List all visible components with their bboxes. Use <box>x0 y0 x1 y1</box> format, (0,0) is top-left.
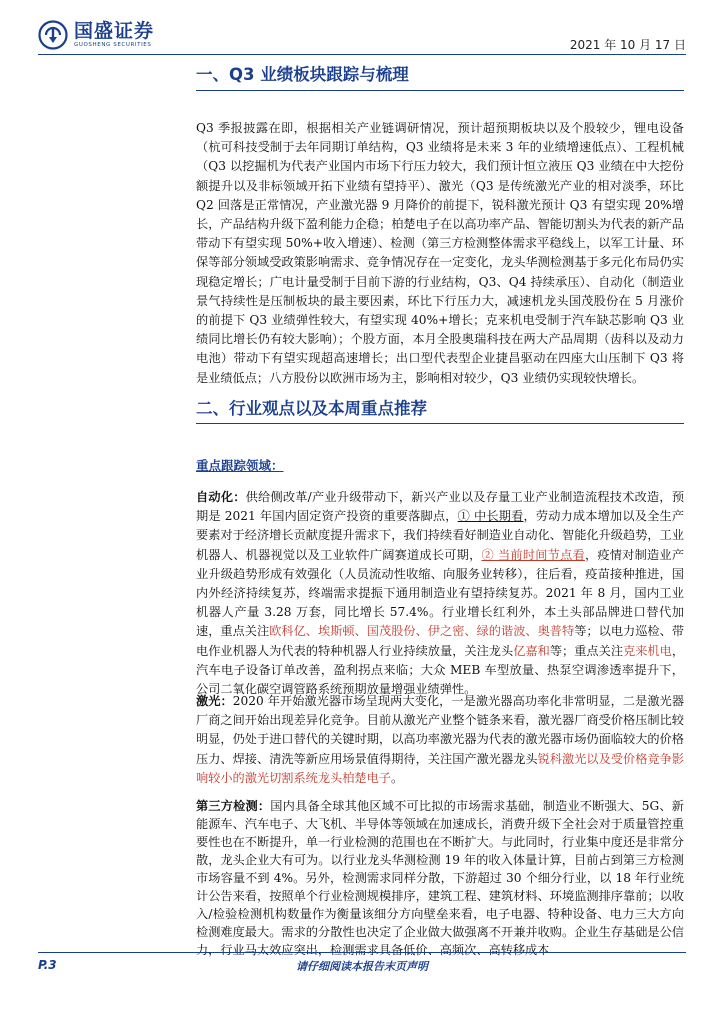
logo-chinese-name: 国盛证券 <box>74 20 155 42</box>
company-logo <box>38 20 154 50</box>
testing-label: 第三方检测： <box>196 799 271 813</box>
automation-paragraph <box>196 488 684 699</box>
automation-stocks-1: 欧科亿、埃斯顿、国茂股份、伊之密、绿的谐波、奥普特 <box>269 624 575 639</box>
testing-text: 国内具备全球其他区域不可比拟的市场需求基础，制造业不断强大、5G、新能源车、汽车电子、大飞机、半导体等领域在加速成长，消费升级下全社会对于质量管控重要性也在不断提升，单一行业检测的范围也在不断扩大。与此同时，行业集中度还是非常分散，龙头企业大有可为。以行业龙头华测检测 19 年的收入体量计算，目前占到第三方检测市场容量不到 4%。另外，检测需求同样分散，下游超过 30 个细分行业，以 18 年行业统计公告来看，按照单个行业检测规模排序，建筑工程、建筑材料、环境监测排序靠前；以收入/检验检测机构数量作为衡量该细分方向壁垒来看，电子电器、特种设备、电力三大方向检测难度最大。需求的分散性也决定了企业做大做强离不开兼并收购。企业生存基础是公信力，行业马太效应突出，检测需求具备低价、高频次、高转移成本 <box>196 799 684 958</box>
laser-text-3: 。 <box>391 770 404 785</box>
automation-text-1: 供给侧改革/产业升级带动下，新兴产业以及存量工业产业制造流程技术改造，预期是 2021 年国内固定资产投资的重要落脚点， <box>196 490 685 524</box>
automation-text-5: 等；重点关注 <box>549 643 624 658</box>
automation-stocks-2: 亿嘉和 <box>513 643 550 658</box>
automation-text-6: ，汽车电子设备订单改善，盈利拐点来临；大众 MEB 车型放量、热泵空调渗透率提升下，公司二氧化碳空调管路系统预期放量增强业绩弹性。 <box>196 643 685 697</box>
automation-text-4: 等；以电力巡检、带电作业机器人为代表的特种机器人行业持续放量，关注龙头 <box>196 624 685 658</box>
automation-point-1: ① 中长期看 <box>457 509 524 524</box>
automation-text-3: ，疫情对制造业产业升级趋势形成有效强化（人员流动性收缩、向服务业转移），往后看，疫苗接种推进，国内外经济持续复苏，终端需求提振下通用制造业有望持续复苏。2021 年 8 月，国内工业机器人产量 3.28 万套，同比增长 57.4%。行业增长红利外，本土头部品牌进口替代加速，重点关注 <box>196 547 685 639</box>
laser-text-2: 以及受价格竞争影响较小的激光切割系统龙头 <box>196 751 685 785</box>
footer-divider <box>38 952 686 953</box>
automation-text-2: ，劳动力成本增加以及全生产要素对于经济增长贡献度提升需求下，我们持续看好制造业自动化、智能化升级趋势，工业机器人、机器视觉以及工业软件广阔赛道成长可期， <box>196 509 685 562</box>
page-header <box>0 0 724 58</box>
automation-stocks-3: 克来机电 <box>623 643 672 658</box>
laser-stocks-2: 柏楚电子 <box>342 770 391 785</box>
section-2-rule <box>196 423 684 424</box>
section-1-paragraph: Q3 季报披露在即，根据相关产业链调研情况，预计超预期板块以及个股较少，锂电设备（杭可科技受制于去年同期订单结构，Q3 业绩将是未来 3 年的业绩增速低点）、工程机械（Q3 以挖掘机为代表产业国内市场下行压力较大，我们预计恒立液压 Q3 业绩在中大挖份额提升以及非标领域开拓下业绩有望持平）、激光（Q3 是传统激光产业的相对淡季，环比 Q2 回落是正常情况，产业激光器 9 月降价的前提下，锐科激光预计 Q3 有望实现 20%增长，产品结构升级下盈利能力企稳；柏楚电子在以高功率产品、智能切割头为代表的新产品带动下有望实现 50%+收入增速）、检测（第三方检测整体需求平稳线上，以军工计量、环保等部分领域受政策影响需求、竞争情况存在一定变化，龙头华测检测基于多元化布局仍实现稳定增长；广电计量受制于目前下游的行业结构，Q3、Q4 持续承压）、自动化（制造业景气持续性是压制板块的最主要因素，环比下行压力大，减速机龙头国茂股份在 5 月涨价的前提下 Q3 业绩弹性较大，有望实现 40%+增长；克来机电受制于汽车缺芯影响 Q3 业绩同比增长仍有较大影响）；个股方面，本月全股奥瑞科技在两大产品周期（齿科以及动力电池）带动下有望实现超高速增长；出口型代表型企业捷昌驱动在四座大山压制下 Q3 将是业绩低点；八方股份以欧洲市场为主，影响相对较少，Q3 业绩仍实现较快增长。 <box>196 121 684 385</box>
testing-paragraph <box>196 797 684 959</box>
focus-areas-subheading: 重点跟踪领域： <box>196 458 284 473</box>
logo-english-name: GUOSHENG SECURITIES <box>74 42 152 48</box>
section-1-rule <box>196 90 684 91</box>
report-date: 2021 年 10 月 17 日 <box>569 38 686 52</box>
section-2-title: 二、行业观点以及本周重点推荐 <box>196 399 427 418</box>
automation-point-2: ② 当前时间节点看 <box>481 547 585 562</box>
laser-label: 激光： <box>196 694 233 708</box>
laser-paragraph <box>196 692 684 788</box>
header-divider <box>38 54 686 55</box>
logo-emblem-icon <box>38 20 68 50</box>
laser-text-1: 2020 年开始激光器市场呈现两大变化，一是激光器高功率化非常明显，二是激光器厂商之间开始出现差异化竞争。目前从激光产业整个链条来看，激光器厂商受价格压制比较明显，仍处于进口替代的关键时期，以高功率激光器为代表的激光器市场仍面临较大的价格压力、焊接、清洗等新应用场景值得期待，关注国产激光器龙头 <box>196 694 685 766</box>
automation-label: 自动化： <box>196 490 246 504</box>
footer-disclaimer: 请仔细阅读本报告末页声明 <box>296 960 428 973</box>
page-number: P.3 <box>38 958 57 972</box>
section-1-title: 一、Q3 业绩板块跟踪与梳理 <box>196 65 409 84</box>
laser-stocks-1: 锐科激光 <box>537 751 587 766</box>
